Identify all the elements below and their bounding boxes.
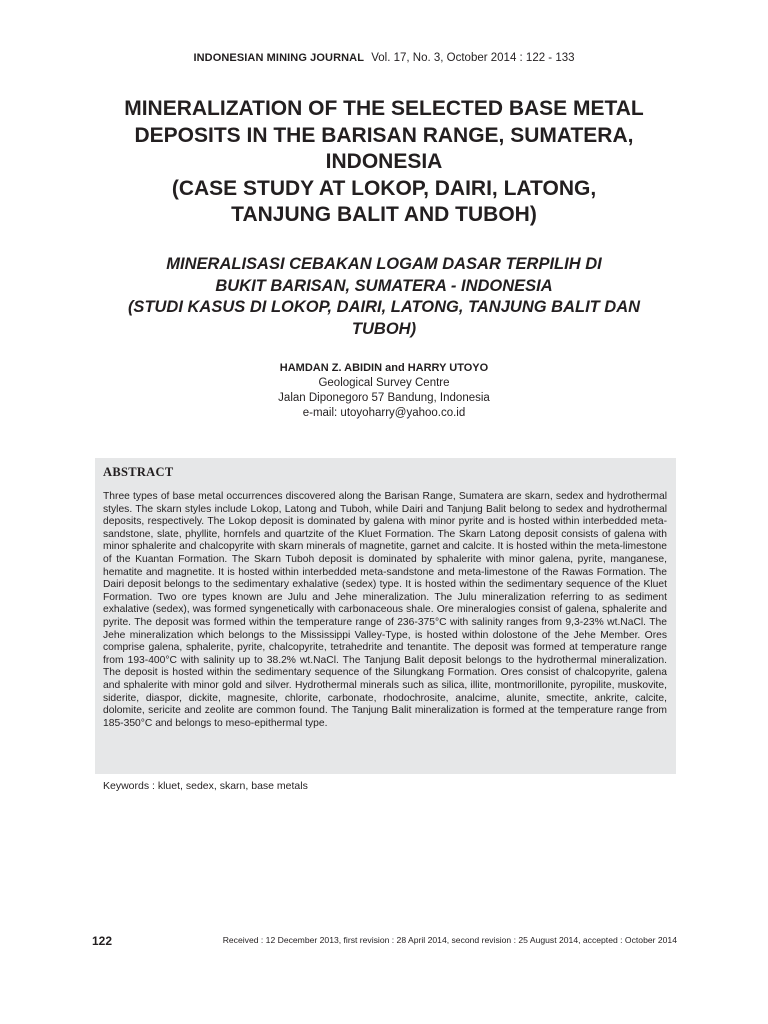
title-indonesian-line: BUKIT BARISAN, SUMATERA - INDONESIA	[215, 276, 553, 295]
journal-name: INDONESIAN MINING JOURNAL	[193, 52, 365, 64]
author-block	[0, 361, 768, 421]
title-english-line: INDONESIA	[325, 150, 443, 173]
title-english-line: MINERALIZATION OF THE SELECTED BASE METAL	[124, 97, 644, 120]
volume-info: Vol. 17, No. 3, October 2014 : 122 - 133	[371, 52, 575, 64]
title-indonesian-line: MINERALISASI CEBAKAN LOGAM DASAR TERPILIH DI	[166, 255, 602, 273]
abstract-box	[95, 458, 676, 774]
author-email: e-mail: utoyoharry@yahoo.co.id	[302, 407, 466, 419]
title-english	[60, 96, 708, 229]
abstract-heading: ABSTRACT	[103, 465, 174, 479]
title-english-line: DEPOSITS IN THE BARISAN RANGE, SUMATERA,	[134, 123, 634, 147]
abstract-body: Three types of base metal occurrences discovered along the Barisan Range, Sumatera are skarn, sedex and hydrothermal styles. The skarn styles include Lokop, Latong and Tuboh, while Dairi and Tanjung Balit belong to sedex and hydrothermal deposits, respectively. The Lokop deposit is dominated by galena with minor pyrite and is hosted within interbedded meta-sandstone, slate, phyllite, hornfels and quartzite of the Kluet Formation. The Skarn Latong deposit consists of galena with minor sphalerite and chalcopyrite with skarn minerals of magnetite, garnet and calcite. It is hosted within the meta-limestone of the Kuantan Formation. The Skarn Tuboh deposit is dominated by sphalerite with minor galena, pyrite, manganese, hematite and magnetite. It is hosted within interbedded meta-sandstone and meta-limestone of the Rawas Formation. The Dairi deposit belongs to the sedimentary exhalative (sedex) type. It is hosted within the sedimentary sequence of the Kluet Formation. Two ore types known are Julu and Jehe mineralization. The Julu mineralization referring to as sediment exhalative (sedex), was formed syngenetically with carbonaceous shale. Ore mineralogies consist of galena, sphalerite and pyrite. The deposit was formed within the temperature range of 236-375°C with salinity ranges from 9,3-23% wt.NaCl. The Jehe mineralization which belongs to the Mississippi Valley-Type, is hosted within dolostone of the Jehe Member. Ores comprise galena, sphalerite, pyrite, chalcopyrite, tetrahedrite and tenantite. The deposit was formed at temperature range from 193-400°C with salinity up to 38.2% wt.NaCl. The Tanjung Balit deposit belongs to the hydrothermal mineralization. The deposit is hosted within the sedimentary sequence of the Silungkang Formation. Ores consist of chalcopyrite, galena and sphalerite with minor gold and silver. Hydrothermal minerals such as silica, illite, montmorillonite, pyropilite, muskovite, siderite, diaspor, dickite, magnesite, chlorite, carbonate, rhodochrosite, analcime, alunite, smectite, ankrite, calcite, dolomite, sericite and zeolite are common found. The Tanjung Balit mineralization is formed at the temperature range from 185-350°C and belongs to meso-epithermal type.	[103, 491, 667, 729]
received-dates: Received : 12 December 2013, first revision : 28 April 2014, second revision : 25 August 2014, accepted : October 2014	[222, 935, 677, 945]
author-address: Jalan Diponegoro 57 Bandung, Indonesia	[278, 392, 490, 404]
title-indonesian-line: TUBOH)	[351, 319, 417, 338]
keywords: Keywords : kluet, sedex, skarn, base metals	[103, 780, 308, 792]
page-number: 122	[92, 934, 113, 948]
title-english-line: (CASE STUDY AT LOKOP, DAIRI, LATONG,	[171, 176, 597, 200]
author-names: HAMDAN Z. ABIDIN and HARRY UTOYO	[279, 362, 489, 374]
running-head	[0, 52, 768, 64]
title-indonesian	[60, 254, 708, 340]
title-indonesian-line: (STUDI KASUS DI LOKOP, DAIRI, LATONG, TANJUNG BALIT DAN	[127, 298, 641, 316]
author-institution: Geological Survey Centre	[318, 377, 450, 389]
title-english-line: TANJUNG BALIT AND TUBOH)	[231, 203, 537, 226]
